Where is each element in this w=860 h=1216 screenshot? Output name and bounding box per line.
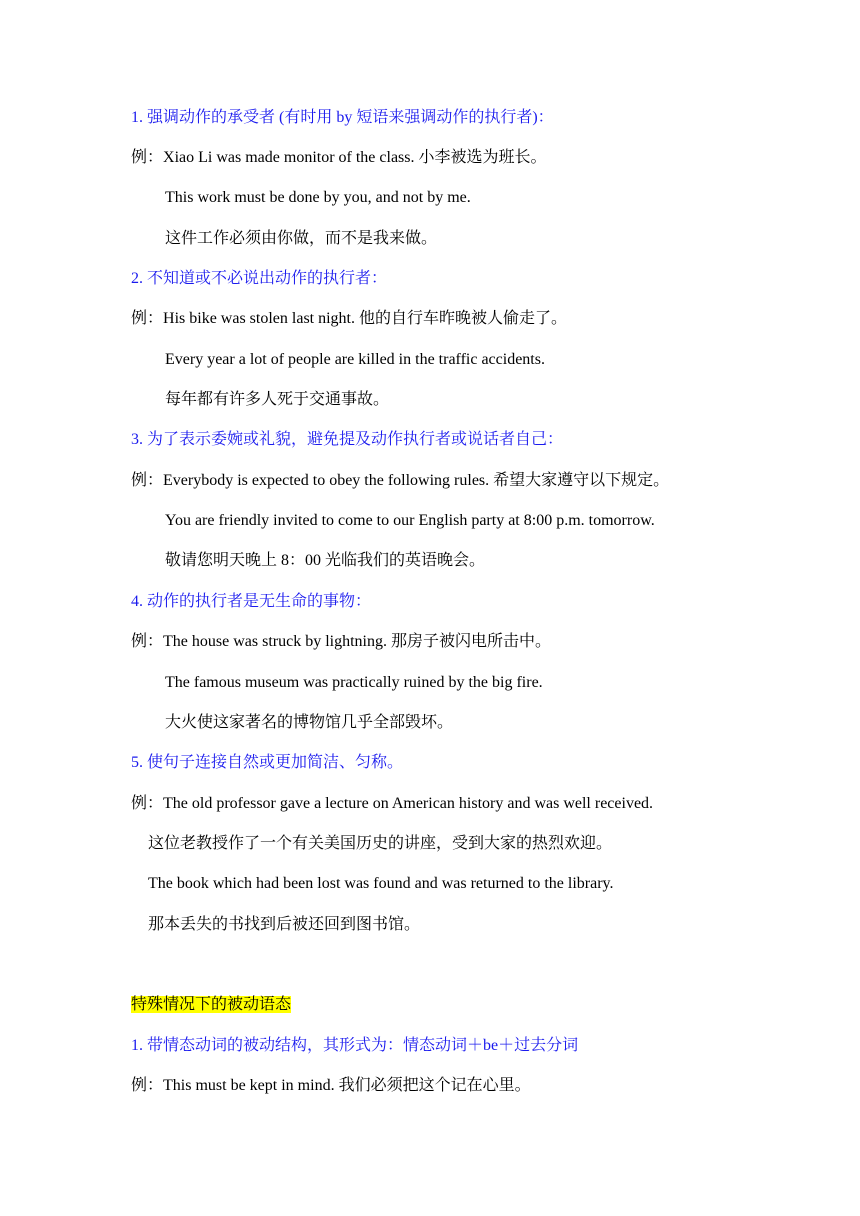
example-text: The house was struck by lightning. 那房子被闪电所击中。 <box>163 633 551 650</box>
example-label: 例： <box>131 149 164 166</box>
rule-3-heading: 3. 为了表示委婉或礼貌，避免提及动作执行者或说话者自己： <box>131 431 564 448</box>
special-rule-1-heading: 1. 带情态动词的被动结构，其形式为：情态动词＋be＋过去分词 <box>131 1037 579 1054</box>
example-sentence: This work must be done by you, and not by me. <box>165 189 471 206</box>
example-sentence: The famous museum was practically ruined by the big fire. <box>165 674 543 691</box>
example-translation: 每年都有许多人死于交通事故。 <box>165 391 390 408</box>
example-translation: 大火使这家著名的博物馆几乎全部毁坏。 <box>165 714 454 731</box>
example-translation: 那本丢失的书找到后被还回到图书馆。 <box>148 916 421 933</box>
rule-1-heading: 1. 强调动作的承受者 (有时用 by 短语来强调动作的执行者)： <box>131 109 554 126</box>
highlighted-section-title: 特殊情况下的被动语态 <box>131 996 292 1013</box>
example-translation: 这件工作必须由你做，而不是我来做。 <box>165 230 438 247</box>
example-label: 例： <box>131 633 164 650</box>
example-text: Everybody is expected to obey the following rules. 希望大家遵守以下规定。 <box>163 472 670 489</box>
example-label: 例： <box>131 795 164 812</box>
example-line <box>131 308 567 330</box>
example-sentence: Every year a lot of people are killed in the traffic accidents. <box>165 351 545 368</box>
example-label: 例： <box>131 472 164 489</box>
rule-5-heading: 5. 使句子连接自然或更加简洁、匀称。 <box>131 754 404 771</box>
example-label: 例： <box>131 1077 164 1094</box>
example-translation: 敬请您明天晚上 8：00 光临我们的英语晚会。 <box>165 552 486 569</box>
rule-2-heading: 2. 不知道或不必说出动作的执行者： <box>131 270 388 287</box>
example-line <box>131 793 653 815</box>
example-translation: 这位老教授作了一个有关美国历史的讲座，受到大家的热烈欢迎。 <box>148 835 613 852</box>
example-text: Xiao Li was made monitor of the class. 小李被选为班长。 <box>163 149 547 166</box>
example-sentence: You are friendly invited to come to our English party at 8:00 p.m. tomorrow. <box>165 512 655 529</box>
example-line <box>131 1075 531 1097</box>
rule-4-heading: 4. 动作的执行者是无生命的事物： <box>131 593 372 610</box>
example-sentence: The book which had been lost was found and was returned to the library. <box>148 875 614 892</box>
example-text: The old professor gave a lecture on American history and was well received. <box>163 795 654 812</box>
example-line <box>131 631 551 653</box>
example-text: His bike was stolen last night. 他的自行车昨晚被人偷走了。 <box>163 310 568 327</box>
example-line <box>131 147 547 169</box>
section-heading <box>131 994 291 1016</box>
example-label: 例： <box>131 310 164 327</box>
example-line <box>131 470 669 492</box>
example-text: This must be kept in mind. 我们必须把这个记在心里。 <box>163 1077 531 1094</box>
